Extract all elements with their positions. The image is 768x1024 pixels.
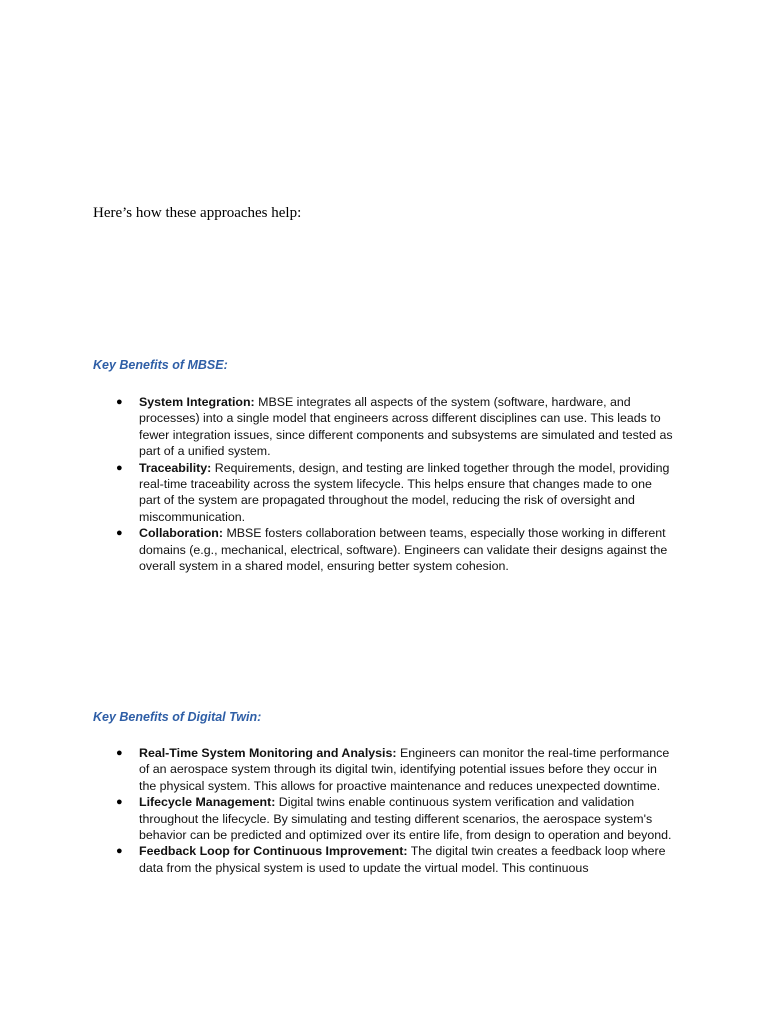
section-heading-digital-twin: Key Benefits of Digital Twin: [93,710,262,724]
list-item-text: Engineers can monitor the real-time performance of an aerospace system through its digital twin, identifying potential issues before they occur in the physical system. This allows for proactive maintenance and reduces unexpected downtime. [139,746,670,793]
list-item-text: Requirements, design, and testing are linked together through the model, providing real-time traceability across the system lifecycle. This helps ensure that changes made to one part of the system are propagated throughout the model, reducing the risk of oversight and miscommunication. [139,460,670,524]
list-item [0,460,674,526]
list-item-term: Lifecycle Management: [139,795,276,810]
list-item-term: Traceability: [139,460,212,475]
list-item-term: Collaboration: [139,526,223,541]
bullet-list-digital-twin [0,745,768,876]
intro-paragraph: Here’s how these approaches help: [93,205,302,221]
list-item-term: Feedback Loop for Continuous Improvement: [139,844,408,859]
list-item [0,394,674,460]
list-item [0,843,674,876]
bullet-icon: ● [116,845,123,858]
section-heading-mbse: Key Benefits of MBSE: [93,358,228,372]
bullet-icon: ● [116,747,123,759]
list-item [0,745,674,794]
list-item-text: MBSE fosters collaboration between teams, especially those working in different domains (e.g., mechanical, electrical, software). Engineers can validate their designs against the overall system in a shared model, ensuring better system cohesion. [139,526,668,574]
list-item-text: Digital twins enable continuous system verification and validation throughout the lifecycle. By simulating and testing different scenarios, the aerospace system's behavior can be predicted and optimized over its entire life, from design to operation and beyond. [139,795,672,843]
list-item [0,794,674,843]
bullet-list-mbse [0,394,768,574]
bullet-icon: ● [116,527,123,540]
list-item-text: The digital twin creates a feedback loop where data from the physical system is used to update the virtual model. This continuous [139,844,666,875]
list-item-term: Real-Time System Monitoring and Analysis: [139,746,397,760]
list-item-text: MBSE integrates all aspects of the system (software, hardware, and processes) into a single model that engineers across different disciplines can use. This leads to fewer integration issues, since different components and subsystems are simulated and tested as part of a unified system. [139,395,673,459]
list-item-term: System Integration: [139,395,255,409]
bullet-icon: ● [116,796,123,809]
bullet-icon: ● [116,396,123,408]
list-item [0,525,674,574]
bullet-icon: ● [116,461,123,474]
